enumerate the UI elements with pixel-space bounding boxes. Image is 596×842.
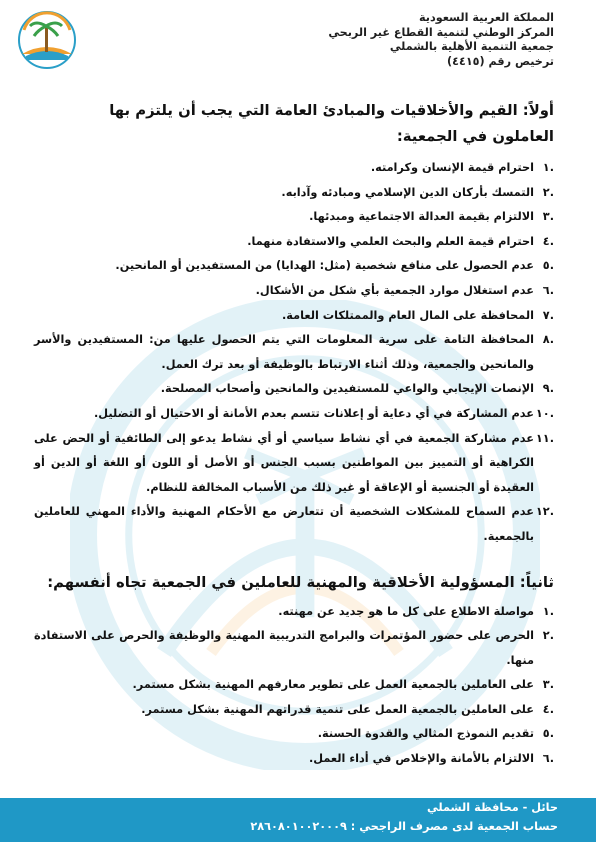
item-text: عدم الحصول على منافع شخصية (مثل: الهدايا) من المستفيدين أو المانحين.	[115, 259, 534, 273]
section2-title: ثانياً: المسؤولية الأخلاقية والمهنية للعاملين في الجمعية تجاه أنفسهم:	[47, 573, 554, 591]
item-text: احترام قيمة الإنسان وكرامته.	[370, 161, 534, 174]
list-item	[34, 747, 554, 772]
item-number: .٣	[542, 678, 554, 692]
header-line-center: المركز الوطني لتنمية القطاع غير الربحي	[328, 25, 554, 39]
item-number: .٨	[542, 333, 554, 347]
section1-title-line2: العاملون في الجمعية:	[396, 128, 554, 145]
header-line-association: جمعية التنمية الأهلية بالشملي	[389, 40, 554, 53]
footer-bank-account: حساب الجمعية لدى مصرف الراجحي : ٢٨٦٠٨٠١٠٠٢٠٠٠٩	[250, 820, 558, 833]
item-text: احترام قيمة العلم والبحث العلمي والاستفادة منهما.	[247, 234, 534, 248]
item-number: .٥	[542, 727, 554, 741]
list-item	[34, 304, 554, 329]
item-text: عدم السماح للمشكلات الشخصية أن تتعارض مع الأحكام المهنية والأداء المهني للعاملين بالجمعية.	[34, 505, 534, 543]
list-item	[34, 328, 554, 377]
footer-address: حائل - محافظة الشملي	[426, 801, 558, 814]
footer-bar	[0, 798, 596, 842]
item-number: .١٠	[535, 406, 554, 420]
item-text: عدم المشاركة في أي دعاية أو إعلانات تتسم بعدم الأمانة أو الاحتيال أو التضليل.	[94, 406, 534, 420]
list-item	[34, 402, 554, 427]
item-text: المحافظة على المال العام والممتلكات العامة.	[281, 308, 534, 322]
list-item	[34, 254, 554, 279]
list-item	[34, 722, 554, 747]
item-number: .١١	[535, 431, 554, 445]
item-number: .٥	[542, 259, 554, 273]
item-text: التمسك بأركان الدين الإسلامي ومبادئه وآدابه.	[281, 185, 534, 199]
item-number: .٢	[542, 185, 554, 199]
list-item	[34, 377, 554, 402]
item-number: .١٢	[535, 505, 554, 519]
list-item	[34, 624, 554, 673]
document-body	[34, 98, 554, 772]
letterhead	[0, 8, 596, 80]
list-item	[34, 181, 554, 206]
item-number: .٧	[542, 308, 554, 322]
list-item	[34, 230, 554, 255]
palm-tree-logo	[14, 10, 80, 70]
item-text: على العاملين بالجمعية العمل على تطوير معارفهم المهنية بشكل مستمر.	[132, 678, 534, 692]
item-text: عدم استغلال موارد الجمعية بأي شكل من الأشكال.	[255, 283, 534, 297]
list-item	[34, 205, 554, 230]
item-number: .٣	[542, 210, 554, 224]
letterhead-text	[134, 11, 554, 69]
item-number: .٦	[542, 283, 554, 297]
item-text: الإنصات الإيجابي والواعي للمستفيدين والمانحين وأصحاب المصلحة.	[160, 382, 534, 396]
item-text: المحافظة التامة على سرية المعلومات التي يتم الحصول عليها من: المستفيدين والأسر والمانحين والجمعية، وذلك أثناء الارتباط بالوظيفة أو بعد ترك العمل.	[34, 333, 534, 371]
item-number: .١	[542, 604, 554, 618]
item-text: مواصلة الاطلاع على كل ما هو جديد عن مهنته.	[278, 604, 534, 618]
list-item	[34, 156, 554, 181]
item-number: .٢	[542, 629, 554, 643]
list-item	[34, 698, 554, 723]
item-text: الالتزام بقيمة العدالة الاجتماعية ومبدئها.	[309, 210, 534, 224]
item-text: الحرص على حضور المؤتمرات والبرامج التدريبية المهنية والوظيفة والحرص على الاستفادة منها.	[34, 629, 534, 667]
item-number: .٤	[542, 702, 554, 716]
section2-list	[34, 600, 554, 772]
item-text: الالتزام بالأمانة والإخلاص في أداء العمل.	[308, 752, 534, 766]
item-text: عدم مشاركة الجمعية في أي نشاط سياسي أو أي نشاط يدعو إلى الطائفية أو الحض على الكراهية أو التمييز بين المواطنين بسبب الجنس أو الأصل أو اللون أو اللغة أو الدين أو العقيدة أو الجنسية أو الإعاقة أو غير ذلك من الأسباب المخالفة للنظام.	[34, 431, 534, 494]
list-item	[34, 673, 554, 698]
list-item	[34, 500, 554, 549]
section1-list	[34, 156, 554, 550]
item-text: على العاملين بالجمعية العمل على تنمية قدراتهم المهنية بشكل مستمر.	[141, 702, 534, 716]
section1-title	[34, 98, 554, 150]
section1-title-line1: أولاً: القيم والأخلاقيات والمبادئ العامة التي يجب أن يلتزم بها	[109, 102, 554, 119]
item-number: .٦	[542, 752, 554, 766]
item-number: .١	[542, 161, 554, 174]
item-text: تقديم النموذج المثالي والقدوة الحسنة.	[317, 727, 534, 741]
header-line-country: المملكة العربية السعودية	[418, 11, 554, 24]
item-number: .٩	[542, 382, 554, 396]
list-item	[34, 279, 554, 304]
header-line-license: ترخيص رقم (٤٤١٥)	[447, 54, 554, 68]
item-number: .٤	[542, 234, 554, 248]
list-item	[34, 427, 554, 501]
list-item	[34, 600, 554, 625]
